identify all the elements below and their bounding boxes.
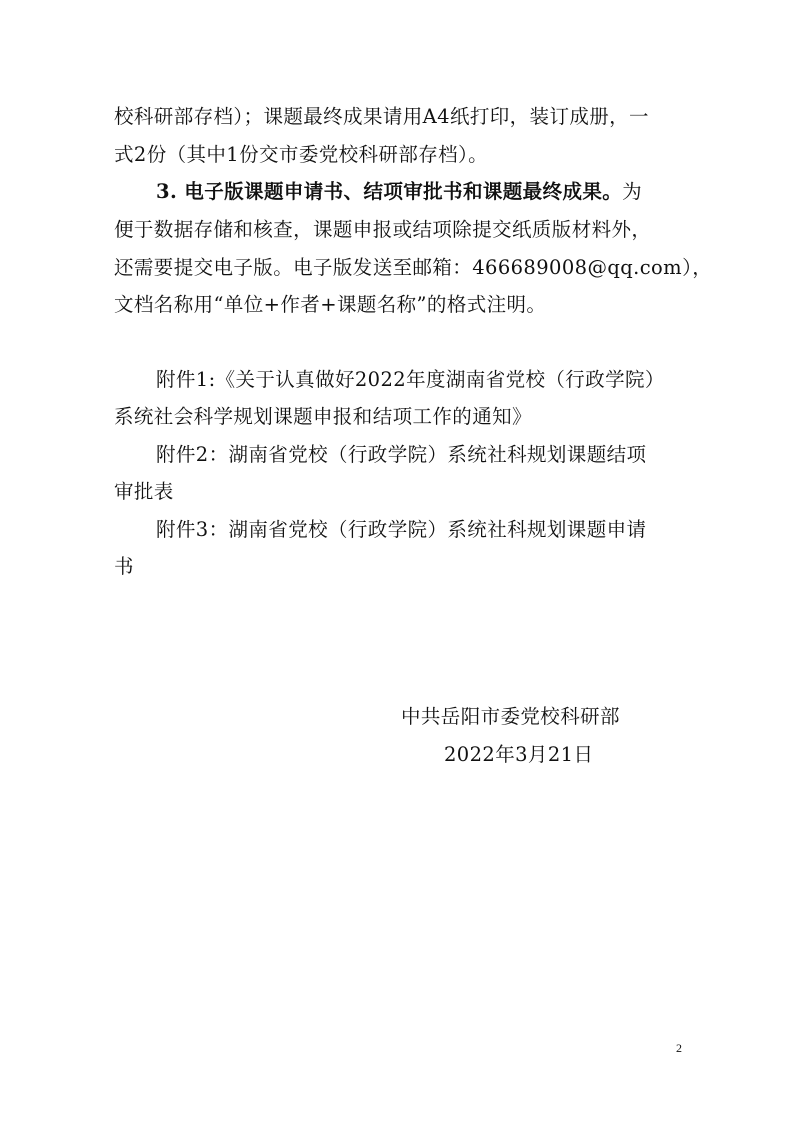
attachment-2-line-1: 附件2：湖南省党校（行政学院）系统社科规划课题结项 — [156, 443, 647, 466]
item-3-paragraph — [156, 177, 726, 207]
page-number: 2 — [676, 1041, 682, 1055]
item-3-heading: 3. 电子版课题申请书、结项审批书和课题最终成果。 — [156, 180, 623, 203]
attachment-2-line-2: 审批表 — [114, 480, 174, 503]
body-line-1: 校科研部存档）；课题最终成果请用A4纸打印，装订成册，一 — [114, 105, 649, 128]
body-line-6: 文档名称用“单位+作者+课题名称”的格式注明。 — [114, 293, 547, 316]
body-line-4: 便于数据存储和核查，课题申报或结项除提交纸质版材料外， — [114, 218, 652, 241]
attachment-3-line-1: 附件3：湖南省党校（行政学院）系统社科规划课题申请 — [156, 518, 647, 541]
attachment-3-line-2: 书 — [114, 555, 134, 578]
attachment-1-line-1: 附件1:《关于认真做好2022年度湖南省党校（行政学院） — [156, 368, 665, 391]
attachment-1-line-2: 系统社会科学规划课题申报和结项工作的通知》 — [114, 405, 532, 428]
item-3-heading-tail: 为 — [622, 180, 643, 203]
signature-date: 2022年3月21日 — [444, 743, 594, 766]
signature-organization: 中共岳阳市委党校科研部 — [401, 705, 620, 728]
body-line-2: 式2份（其中1份交市委党校科研部存档）。 — [114, 143, 489, 166]
body-line-5: 还需要提交电子版。电子版发送至邮箱：466689008@qq.com）， — [114, 256, 713, 279]
